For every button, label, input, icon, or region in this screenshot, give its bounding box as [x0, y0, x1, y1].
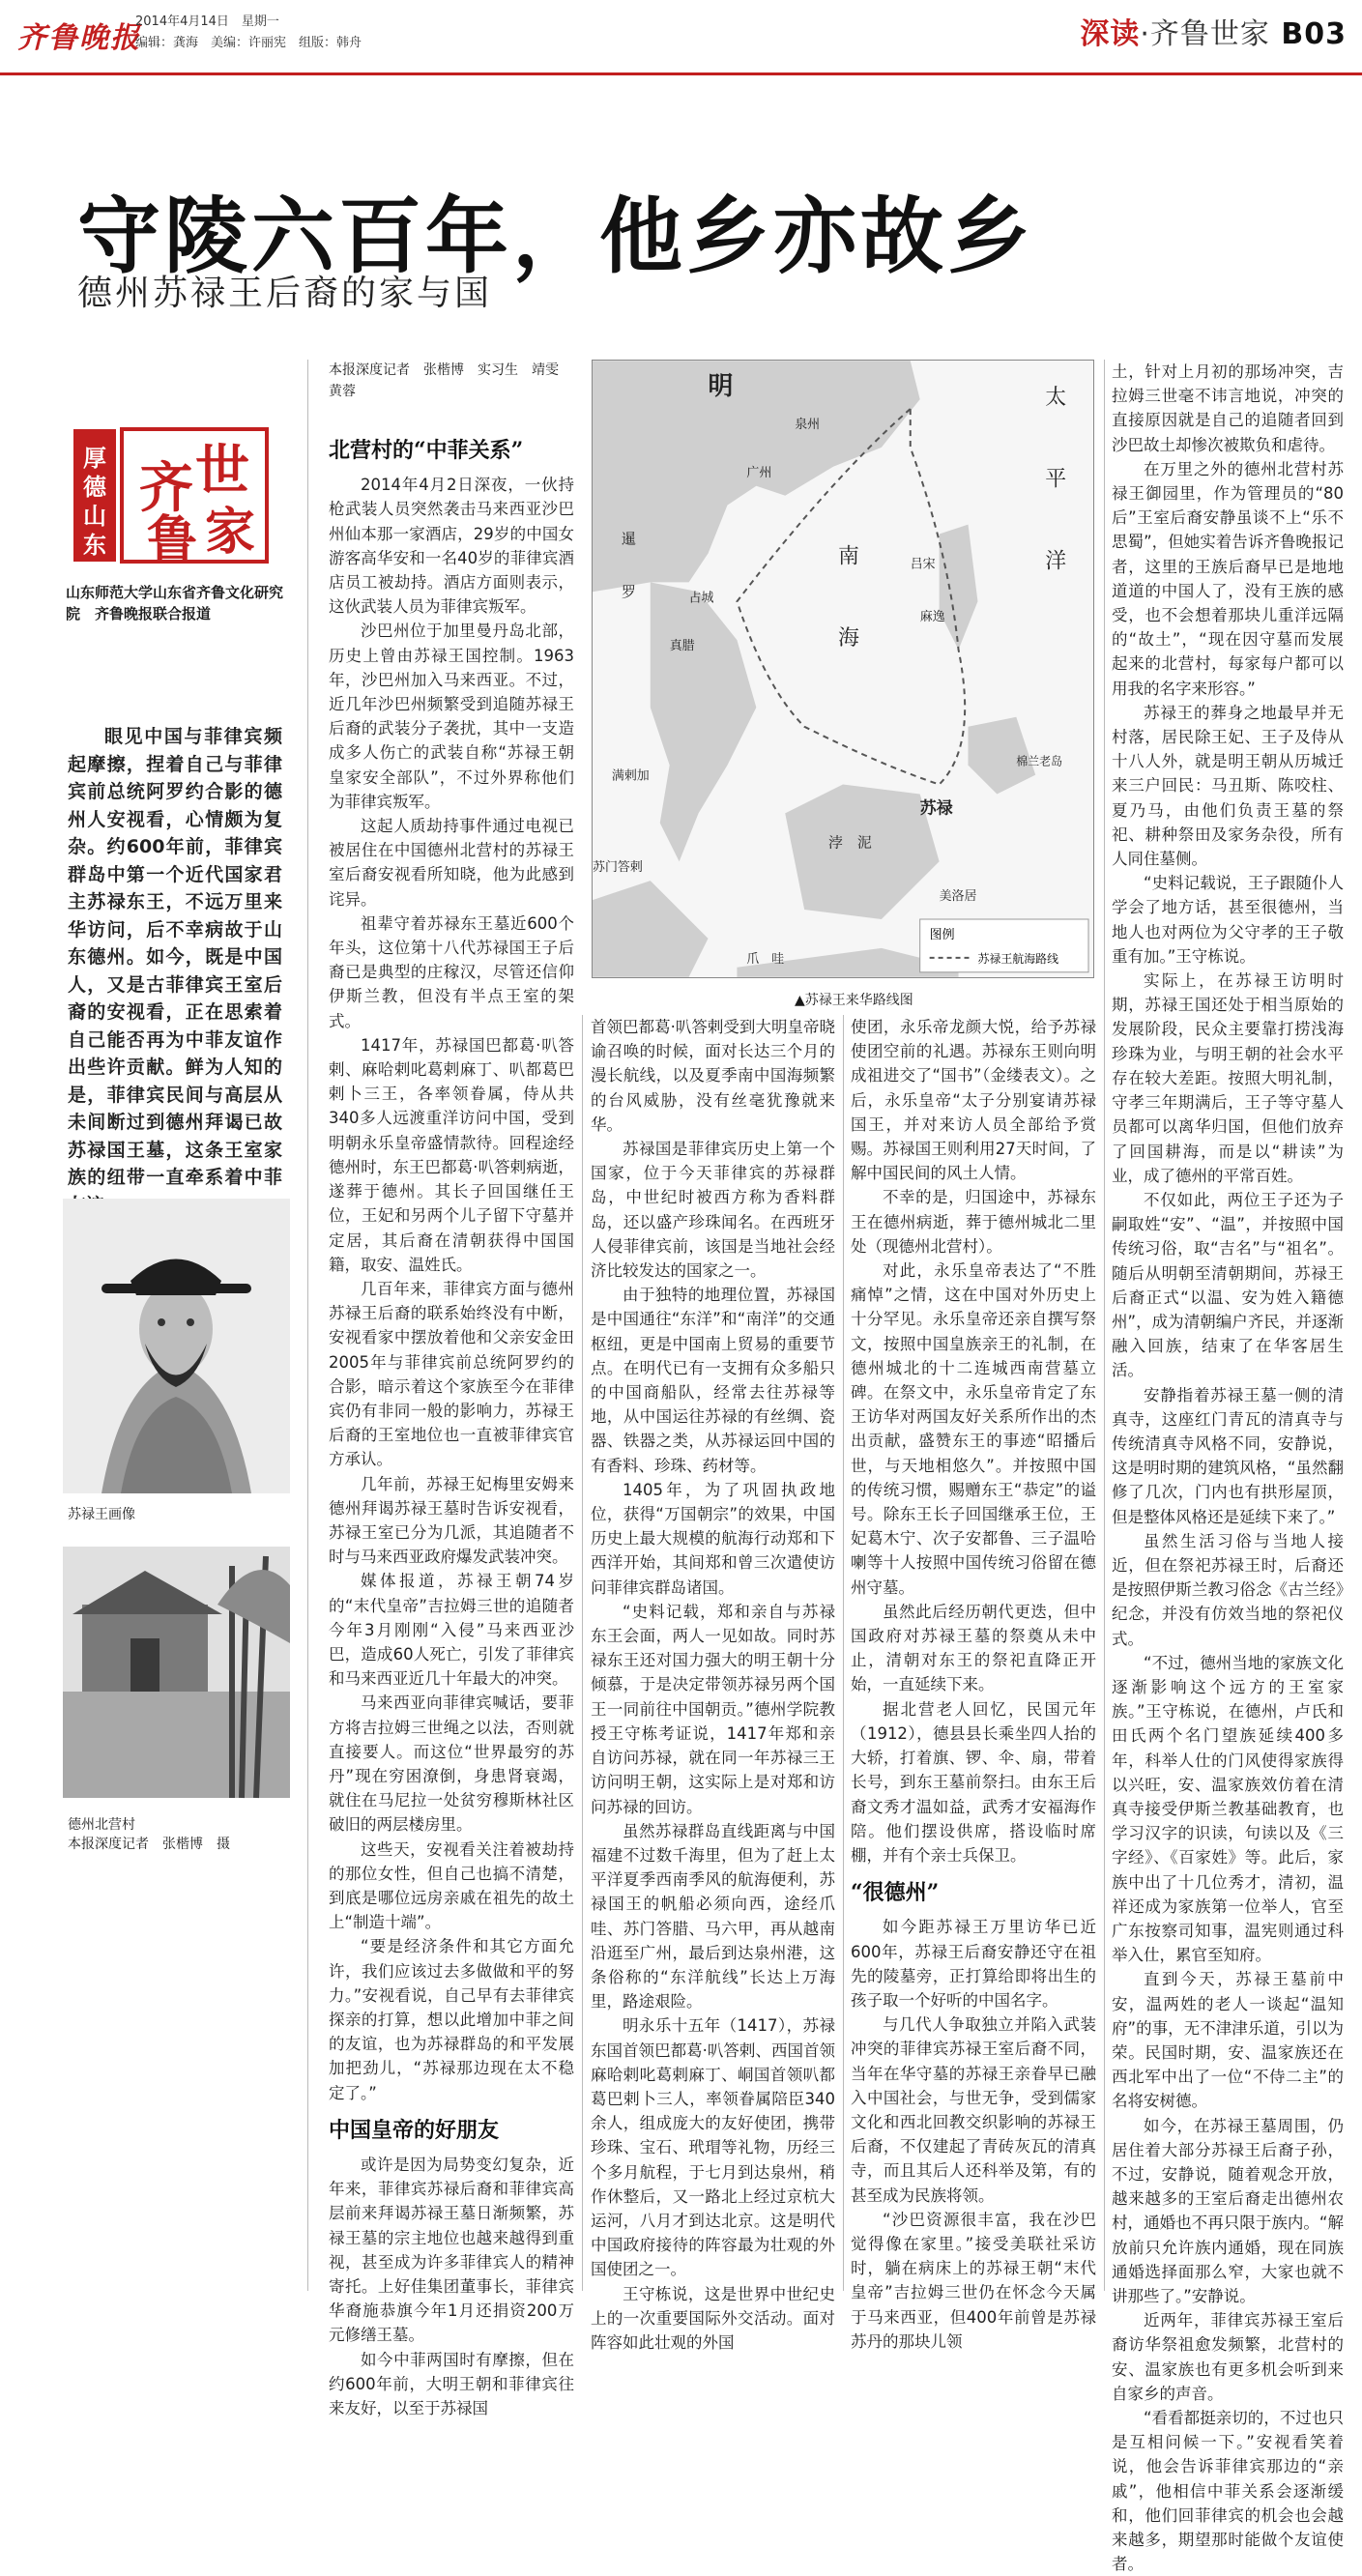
paragraph: “不过，德州当地的家族文化逐渐影响这个远方的王室家族。”王守栋说，在德州，卢氏和田氏两个名门望族延续400多年，科举人仕的门风使得家族得以兴旺，安、温家族效仿着在清真寺接受伊斯兰教基础教育，也学习汉字的识读，句读以及《三字经》、《百家姓》等。此后，家族中出了十几位秀才，清初，温祥还成为家族第一位举人，官至广东按察司知事，温宪则通过科举入仕，累官至知府。 — [1112, 1653, 1344, 1965]
paragraph: 安静指着苏禄王墓一侧的清真寺，这座红门青瓦的清真寺与传统清真寺风格不同，安静说，这是明时期的建筑风格，“虽然翻修了几次，门内也有拱形屋顶，但是整体风格还是延续下来了。” — [1112, 1385, 1344, 1526]
paragraph: 在万里之外的德州北营村苏禄王御园里，作为管理员的“80后”王室后裔安静虽谈不上“乐不思蜀”，但她实着告诉齐鲁晚报记者，这里的王族后裔早已是地地道道的中国人了，没有王族的感受，也不会想着那块儿重洋远隔的“故土”，“现在因守墓而发展起来的北营村，每家每户都可以用我的名字来形容。” — [1112, 459, 1344, 698]
paragraph: 如今中菲两国时有摩擦，但在约600年前，大明王朝和菲律宾往来友好，以至于苏禄国 — [329, 2350, 574, 2418]
seal-side-char-2: 德 — [83, 473, 106, 501]
map-label-mindanao: 棉兰老岛 — [1016, 754, 1063, 768]
map-label-hai: 海 — [838, 626, 859, 651]
paragraph: 1405年，为了巩固执政地位，获得“万国朝宗”的效果，中国历史上最大规模的航海行动郑和下西洋开始，其间郑和曾三次遣使访问菲律宾群岛诸国。 — [591, 1480, 835, 1597]
map-caption: ▲苏禄王来华路线图 — [795, 993, 913, 1008]
seal-side-char-4: 东 — [83, 531, 106, 559]
paragraph: “要是经济条件和其它方面允许，我们应该过去多做做和平的努力。”安视看说，自己早有去菲律宾探亲的打算，想以此增加中菲之间的友谊，也为苏禄群岛的和平发展加把劲儿，“苏禄那边现在太不稳定了。” — [329, 1937, 574, 2102]
map-label-sulu: 苏禄 — [919, 797, 953, 818]
article-column-a — [329, 425, 574, 2418]
map-label-quanzhou: 泉州 — [795, 417, 821, 432]
map-label-borneo: 浡 泥 — [828, 833, 872, 852]
paragraph: 与几代人争取独立并陷入武装冲突的菲律宾苏禄王室后裔不同，当年在华守墓的苏禄王亲眷早已融入中国社会，与世无争，受到儒家文化和西北回教交织影响的苏禄王后裔，不仅建起了青砖灰瓦的清真寺，而且其后人还科举及第，有的甚至成为民族将领。 — [851, 2015, 1096, 2205]
seal-char-lu: 鲁 — [146, 510, 198, 569]
seal-side-char-3: 山 — [83, 502, 106, 530]
subheadline: 德州苏禄王后裔的家与国 — [77, 274, 493, 313]
paragraph: 或许是因为局势变幻复杂，近年来，菲律宾苏禄后裔和菲律宾高层前来拜谒苏禄王墓日渐频繁，苏禄王墓的宗主地位也越来越得到重视，甚至成为许多菲律宾人的精神寄托。上好佳集团董事长，菲律宾华裔施恭旗今年1月还捐资200万元修缮王墓。 — [329, 2156, 574, 2345]
paragraph: 这些天，安视看关注着被劫持的那位女性，但自己也搞不清楚，到底是哪位远房亲戚在祖先的故土上“制造十端”。 — [329, 1839, 574, 1932]
portrait-caption: 苏禄王画像 — [68, 1507, 135, 1522]
map-legend-route: 苏禄王航海路线 — [977, 951, 1059, 966]
paragraph: 土，针对上月初的那场冲突，吉拉姆三世毫不讳言地说，冲突的直接原因就是自己的追随者回到沙巴故土却惨次被欺负和虐待。 — [1112, 362, 1344, 454]
village-drawing — [63, 1547, 290, 1798]
map-label-luo: 罗 — [621, 583, 636, 601]
map-label-pacific-1: 太 — [1045, 386, 1067, 411]
seal-char-shi: 世 — [195, 439, 249, 503]
article-column-d — [1112, 360, 1344, 2574]
seal-char-qi: 齐 — [139, 456, 193, 520]
column-rule — [843, 1015, 844, 2291]
map-label-zhancheng: 占城 — [688, 591, 714, 606]
map-label-java: 爪 哇 — [746, 951, 785, 967]
paragraph: 明永乐十五年（1417），苏禄东国首领巴都葛·叭答剌、西国首领麻哈剌叱葛剌麻丁、峒国首领叭都葛巴剌卜三人，率领眷属陪臣340余人，组成庞大的友好使团，携带珍珠、宝石、玳瑁等礼物，历经三个多月航程，于七月到达泉州，稍作休整后，又一路北上经过京杭大运河，八月才到达北京。这是明代中国政府接待的阵容最为壮观的外国使团之一。 — [591, 2016, 835, 2279]
paragraph: 1417年，苏禄国巴都葛·叭答剌、麻哈剌叱葛剌麻丁、叭都葛巴剌卜三王，各率领眷属，侍从共340多人远渡重洋访问中国，受到明朝永乐皇帝盛情款待。回程途经德州时，东王巴都葛·叭答剌病逝，遂葬于德州。其长子回国继任王位，王妃和另两个儿子留下守墓并定居，其后裔在清朝获得中国国籍，取安、温姓氏。 — [329, 1035, 574, 1274]
map-label-luzon: 吕宋 — [910, 557, 936, 572]
paragraph: 如今距苏禄王万里访华已近600年，苏禄王后裔安静还守在祖先的陵墓旁，正打算给即将出生的孩子取一个好听的中国名字。 — [851, 1918, 1096, 2010]
section-heading-3: “很德州” — [851, 1880, 940, 1906]
map-label-malacca: 满剌加 — [611, 768, 650, 784]
section-header — [1080, 10, 1347, 52]
paragraph: “史料记载，郑和亲自与苏禄东王会面，两人一见如故。同时苏禄东王还对国力强大的明王朝十分倾慕，于是决定带领苏禄另两个国王一同前往中国朝贡。”德州学院教授王守栋考证说，1417年郑和亲自访问苏禄，就在同一年苏禄三王访问明王朝，这实际上是对郑和访问苏禄的回访。 — [591, 1602, 835, 1816]
issue-meta — [135, 12, 362, 54]
staff-line: 编辑：龚海 美编：许丽宪 组版：韩舟 — [135, 36, 362, 50]
map-legend-title: 图例 — [929, 927, 955, 942]
map-label-zhenla: 真腊 — [669, 639, 695, 654]
section-heading-1: 北营村的“中菲关系” — [329, 438, 524, 463]
paper-name: 齐鲁晚报 — [17, 21, 141, 55]
map-label-pacific-3: 洋 — [1045, 549, 1067, 574]
map-label-xian: 暹 — [621, 530, 636, 548]
section-main: 深读 — [1080, 17, 1141, 51]
paragraph: 实际上，在苏禄王访明时期，苏禄王国还处于相当原始的发展阶段，民众主要靠打捞浅海珍珠为业，与明王朝的社会水平存在较大差距。按照大明礼制，守孝三年期满后，王子等守墓人员都可以离华归国，但他们放弃了回国耕海，而是以“耕读”为业，成了德州的平常百姓。 — [1112, 971, 1344, 1185]
map-label-moluccas: 美洛居 — [939, 889, 977, 905]
date-line: 2014年4月14日 星期一 — [135, 14, 279, 29]
page-number: B03 — [1281, 17, 1347, 51]
paragraph: 虽然苏禄群岛直线距离与中国福建不过数千海里，但为了赶上太平洋夏季西南季风的航海便利，苏禄国王的帆船必须向西，途经爪哇、苏门答腊、马六甲，再从越南沿逛至广州，最后到达泉州港，这条俗称的“东洋航线”长达上万海里，路途艰险。 — [591, 1821, 835, 2012]
masthead — [0, 0, 1362, 75]
byline: 本报深度记者 张楷博 实习生 靖雯 黄蓉 — [329, 362, 572, 399]
map-label-sumatra: 苏门答剌 — [593, 860, 643, 876]
map-label-manila: 麻逸 — [919, 610, 945, 625]
paragraph: “看看都挺亲切的，不过也只是互相问候一下。”安视看笑着说，他会告诉菲律宾那边的“亲戚”，他相信中菲关系会逐渐缓和，他们回菲律宾的机会也会越来越多，期望那时能做个友谊使者。 — [1112, 2409, 1344, 2574]
village-photo — [63, 1547, 290, 1798]
paragraph: 首领巴都葛·叭答剌受到大明皇帝晓谕召唤的时候，面对长达三个月的漫长航线，以及夏季南中国海频繁的台风威胁，没有丝毫犹豫就来华。 — [591, 1018, 835, 1134]
paragraph: 几百年来，菲律宾方面与德州苏禄王后裔的联系始终没有中断，安视看家中摆放着他和父亲安金田2005年与菲律宾前总统阿罗约的合影，暗示着这个家族至今在菲律宾仍有非同一般的影响力，苏禄王后裔的王室地位也一直被菲律宾官方承认。 — [329, 1279, 574, 1469]
paragraph: 媒体报道，苏禄王朝74岁的“末代皇帝”吉拉姆三世的追随者今年3月刚刚“入侵”马来西亚沙巴，造成60人死亡，引发了菲律宾和马来西亚近几十年最大的冲突。 — [329, 1572, 574, 1689]
seal-char-jia: 家 — [204, 503, 256, 562]
paragraph: 苏禄王的葬身之地最早并无村落，居民除王妃、王子及侍从十八人外，就是明王朝从历城迁来三户回民：马丑斯、陈咬柱、夏乃马，由他们负责王墓的祭祀、耕种祭田及家务杂役，所有人同住墓侧。 — [1112, 703, 1344, 869]
paragraph: 马来西亚向菲律宾喊话，要菲方将吉拉姆三世绳之以法，否则就直接要人。而这位“世界最穷的苏丹”现在穷困潦倒，身患肾衰竭，就住在马尼拉一处贫穷穆斯林社区破旧的两层楼房里。 — [329, 1693, 574, 1835]
column-rule — [307, 360, 308, 2291]
paragraph: 沙巴州位于加里曼丹岛北部，历史上曾由苏禄王国控制。1963年，沙巴州加入马来西亚。不过，近几年沙巴州频繁受到追随苏禄王后裔的武装分子袭扰，其中一支造成多人伤亡的武装自称“苏禄王朝皇家安全部队”，不过外界称他们为菲律宾叛军。 — [329, 622, 574, 811]
village-caption: 德州北营村 本报深度记者 张楷博 摄 — [68, 1817, 230, 1852]
paragraph: 由于独特的地理位置，苏禄国是中国通往“东洋”和“南洋”的交通枢纽，更是中国南上贸易的重要节点。在明代已有一支拥有众多船只的中国商船队，经常去往苏禄等地，从中国运往苏禄的有丝绸、瓷器、铁器之类，从苏禄运回中国的有香料、珍珠、药材等。 — [591, 1286, 835, 1475]
column-rule — [1104, 360, 1105, 2291]
portrait-image — [63, 1199, 290, 1493]
map-label-pacific-2: 平 — [1045, 467, 1067, 492]
paragraph: 王守栋说，这是世界中世纪史上的一次重要国际外交活动。面对阵容如此壮观的外国 — [591, 2284, 835, 2352]
paragraph: 几年前，苏禄王妃梅里安姆来德州拜谒苏禄王墓时告诉安视看，苏禄王室已分为几派，其追随者不时与马来西亚政府爆发武装冲突。 — [329, 1474, 574, 1567]
seal-publishers: 山东师范大学山东省齐鲁文化研究院 齐鲁晚报联合报道 — [66, 584, 284, 622]
seal-side-char-1: 厚 — [83, 444, 106, 472]
paragraph: 虽然此后经历朝代更迭，但中国政府对苏禄王墓的祭奠从未中止，清朝对东王的祭祀直降正开始，一直延续下来。 — [851, 1602, 1096, 1694]
paragraph: 据北营老人回忆，民国元年（1912），德县县长乘坐四人抬的大轿，打着旗、锣、伞、扇，带着长号，到东王墓前祭扫。由东王后裔文秀才温如益，武秀才安福海作陪。他们摆设供席，搭设临时席棚，并有个亲士兵保卫。 — [851, 1699, 1096, 1865]
paragraph: 虽然生活习俗与当地人接近，但在祭祀苏禄王时，后裔还是按照伊斯兰教习俗念《古兰经》纪念，并没有仿效当地的祭祀仪式。 — [1112, 1531, 1344, 1648]
paragraph: 祖辈守着苏禄东王墓近600个年头，这位第十八代苏禄国王子后裔已是典型的庄稼汉，尽管还信仰伊斯兰教，但没有半点王室的架式。 — [329, 913, 574, 1030]
intro-paragraph: 眼见中国与菲律宾频起摩擦，捏着自己与菲律宾前总统阿罗约合影的德州人安视看，心情颇为复杂。约600年前，菲律宾群岛中第一个近代国家君主苏禄东王，不远万里来华访问，后不幸病故于山东德州。如今，既是中国人，又是古菲律宾王室后裔的安视看，正在思索着自己能否再为中菲友谊作出些许贡献。鲜为人知的是，菲律宾民间与高层从未间断过到德州拜谒已故苏禄国王墓，这条王室家族的纽带一直牵系着中菲 — [68, 726, 282, 1188]
paragraph: 2014年4月2日深夜，一伙持枪武装人员突然袭击马来西亚沙巴州仙本那一家酒店，29岁的中国女游客高华安和一名40岁的菲律宾酒店员工被劫持。酒店方面则表示，这伙武装人员为菲律宾叛军。 — [329, 476, 574, 617]
paragraph: 近两年，菲律宾苏禄王室后裔访华祭祖愈发频繁，北营村的安、温家族也有更多机会听到来自家乡的声音。 — [1112, 2311, 1344, 2403]
paragraph: 对此，永乐皇帝表达了“不胜痛悼”之情，这在中国对外历史上十分罕见。永乐皇帝还亲自撰写祭文，按照中国皇族亲王的礼制，在德州城北的十二连城西南营墓立碑。在祭文中，永乐皇帝肯定了东王访华对两国友好关系所作出的杰出贡献，盛赞东王的事迹“昭播后世，与天地相悠久”。并按照中国的传统习惯，赐赠东王“恭定”的谥号。除东王长子回国继承王位，王妃葛木宁、次子安都鲁、三子温哈喇等十人按照中国传统习俗留在德州守墓。 — [851, 1261, 1096, 1597]
paragraph: “沙巴资源很丰富，我在沙巴觉得像在家里。”接受美联社采访时，躺在病床上的苏禄王朝“末代皇帝”吉拉姆三世仍在怀念今天属于马来西亚，但400年前曾是苏禄苏丹的那块儿领 — [851, 2210, 1096, 2351]
section-sub: ·齐鲁世家 — [1140, 17, 1270, 51]
qilu-shijia-seal — [70, 425, 273, 569]
column-rule — [582, 1015, 583, 2291]
map-label-nan: 南 — [838, 544, 859, 569]
headline: 守陵六百年，他乡亦故乡 — [77, 188, 1034, 285]
paragraph: 不仅如此，两位王子还为子嗣取姓“安”、“温”，并按照中国传统习俗，取“吉名”与“祖名”。随后从明朝至清朝期间，苏禄王后裔正式“以温、安为姓入籍德州”，成为清朝编户齐民，并逐渐融入回族，结束了在华客居生活。 — [1112, 1190, 1344, 1380]
section-heading-2: 中国皇帝的好朋友 — [329, 2117, 500, 2143]
article-column-c — [851, 1015, 1096, 2351]
paragraph: 这起人质劫持事件通过电视已被居住在中国德州北营村的苏禄王室后裔安视看所知晓，他为此感到诧异。 — [329, 817, 574, 909]
map-label-guangzhou: 广州 — [746, 465, 772, 480]
paragraph: 不幸的是，归国途中，苏禄东王在德州病逝，葬于德州城北二里处（现德州北营村）。 — [851, 1188, 1096, 1256]
paragraph: 使团，永乐帝龙颜大悦，给予苏禄使团空前的礼遇。苏禄东王则向明成祖进交了“国书”（金缕表文）。之后，永乐皇帝“太子分别宴请苏禄国王，并对来访人员全部给予赏赐。苏禄国王则利用27天时间，了解中国民间的风土人情。 — [851, 1018, 1096, 1183]
intro-column — [68, 723, 282, 1188]
paragraph: “史料记载说，王子跟随仆人学会了地方话，甚至很德州，当地人也对两位为父守孝的王子敬重有加。”王守栋说。 — [1112, 874, 1344, 966]
paragraph: 直到今天，苏禄王墓前中安，温两姓的老人一谈起“温知府”的事，无不津津乐道，引以为荣。民国时期，安、温家族还在西北军中出了一位“不侍二主”的名将安树德。 — [1112, 1970, 1344, 2111]
map-label-ming: 明 — [708, 372, 734, 402]
paragraph: 苏禄国是菲律宾历史上第一个国家，位于今天菲律宾的苏禄群岛，中世纪时被西方称为香料群岛，还以盛产珍珠闻名。在西班牙人侵菲律宾前，该国是当地社会经济比较发达的国家之一。 — [591, 1140, 835, 1281]
paragraph: 如今，在苏禄王墓周围，仍居住着大部分苏禄王后裔子孙，不过，安静说，随着观念开放，越来越多的王室后裔走出德州农村，通婚也不再只限于族内。“解放前只允许族内通婚，现在同族通婚选择面那么窄，大家也就不讲那些了。”安静说。 — [1112, 2116, 1344, 2306]
article-column-b — [591, 1015, 835, 2352]
route-map — [592, 360, 1094, 978]
portrait-drawing — [63, 1199, 290, 1493]
